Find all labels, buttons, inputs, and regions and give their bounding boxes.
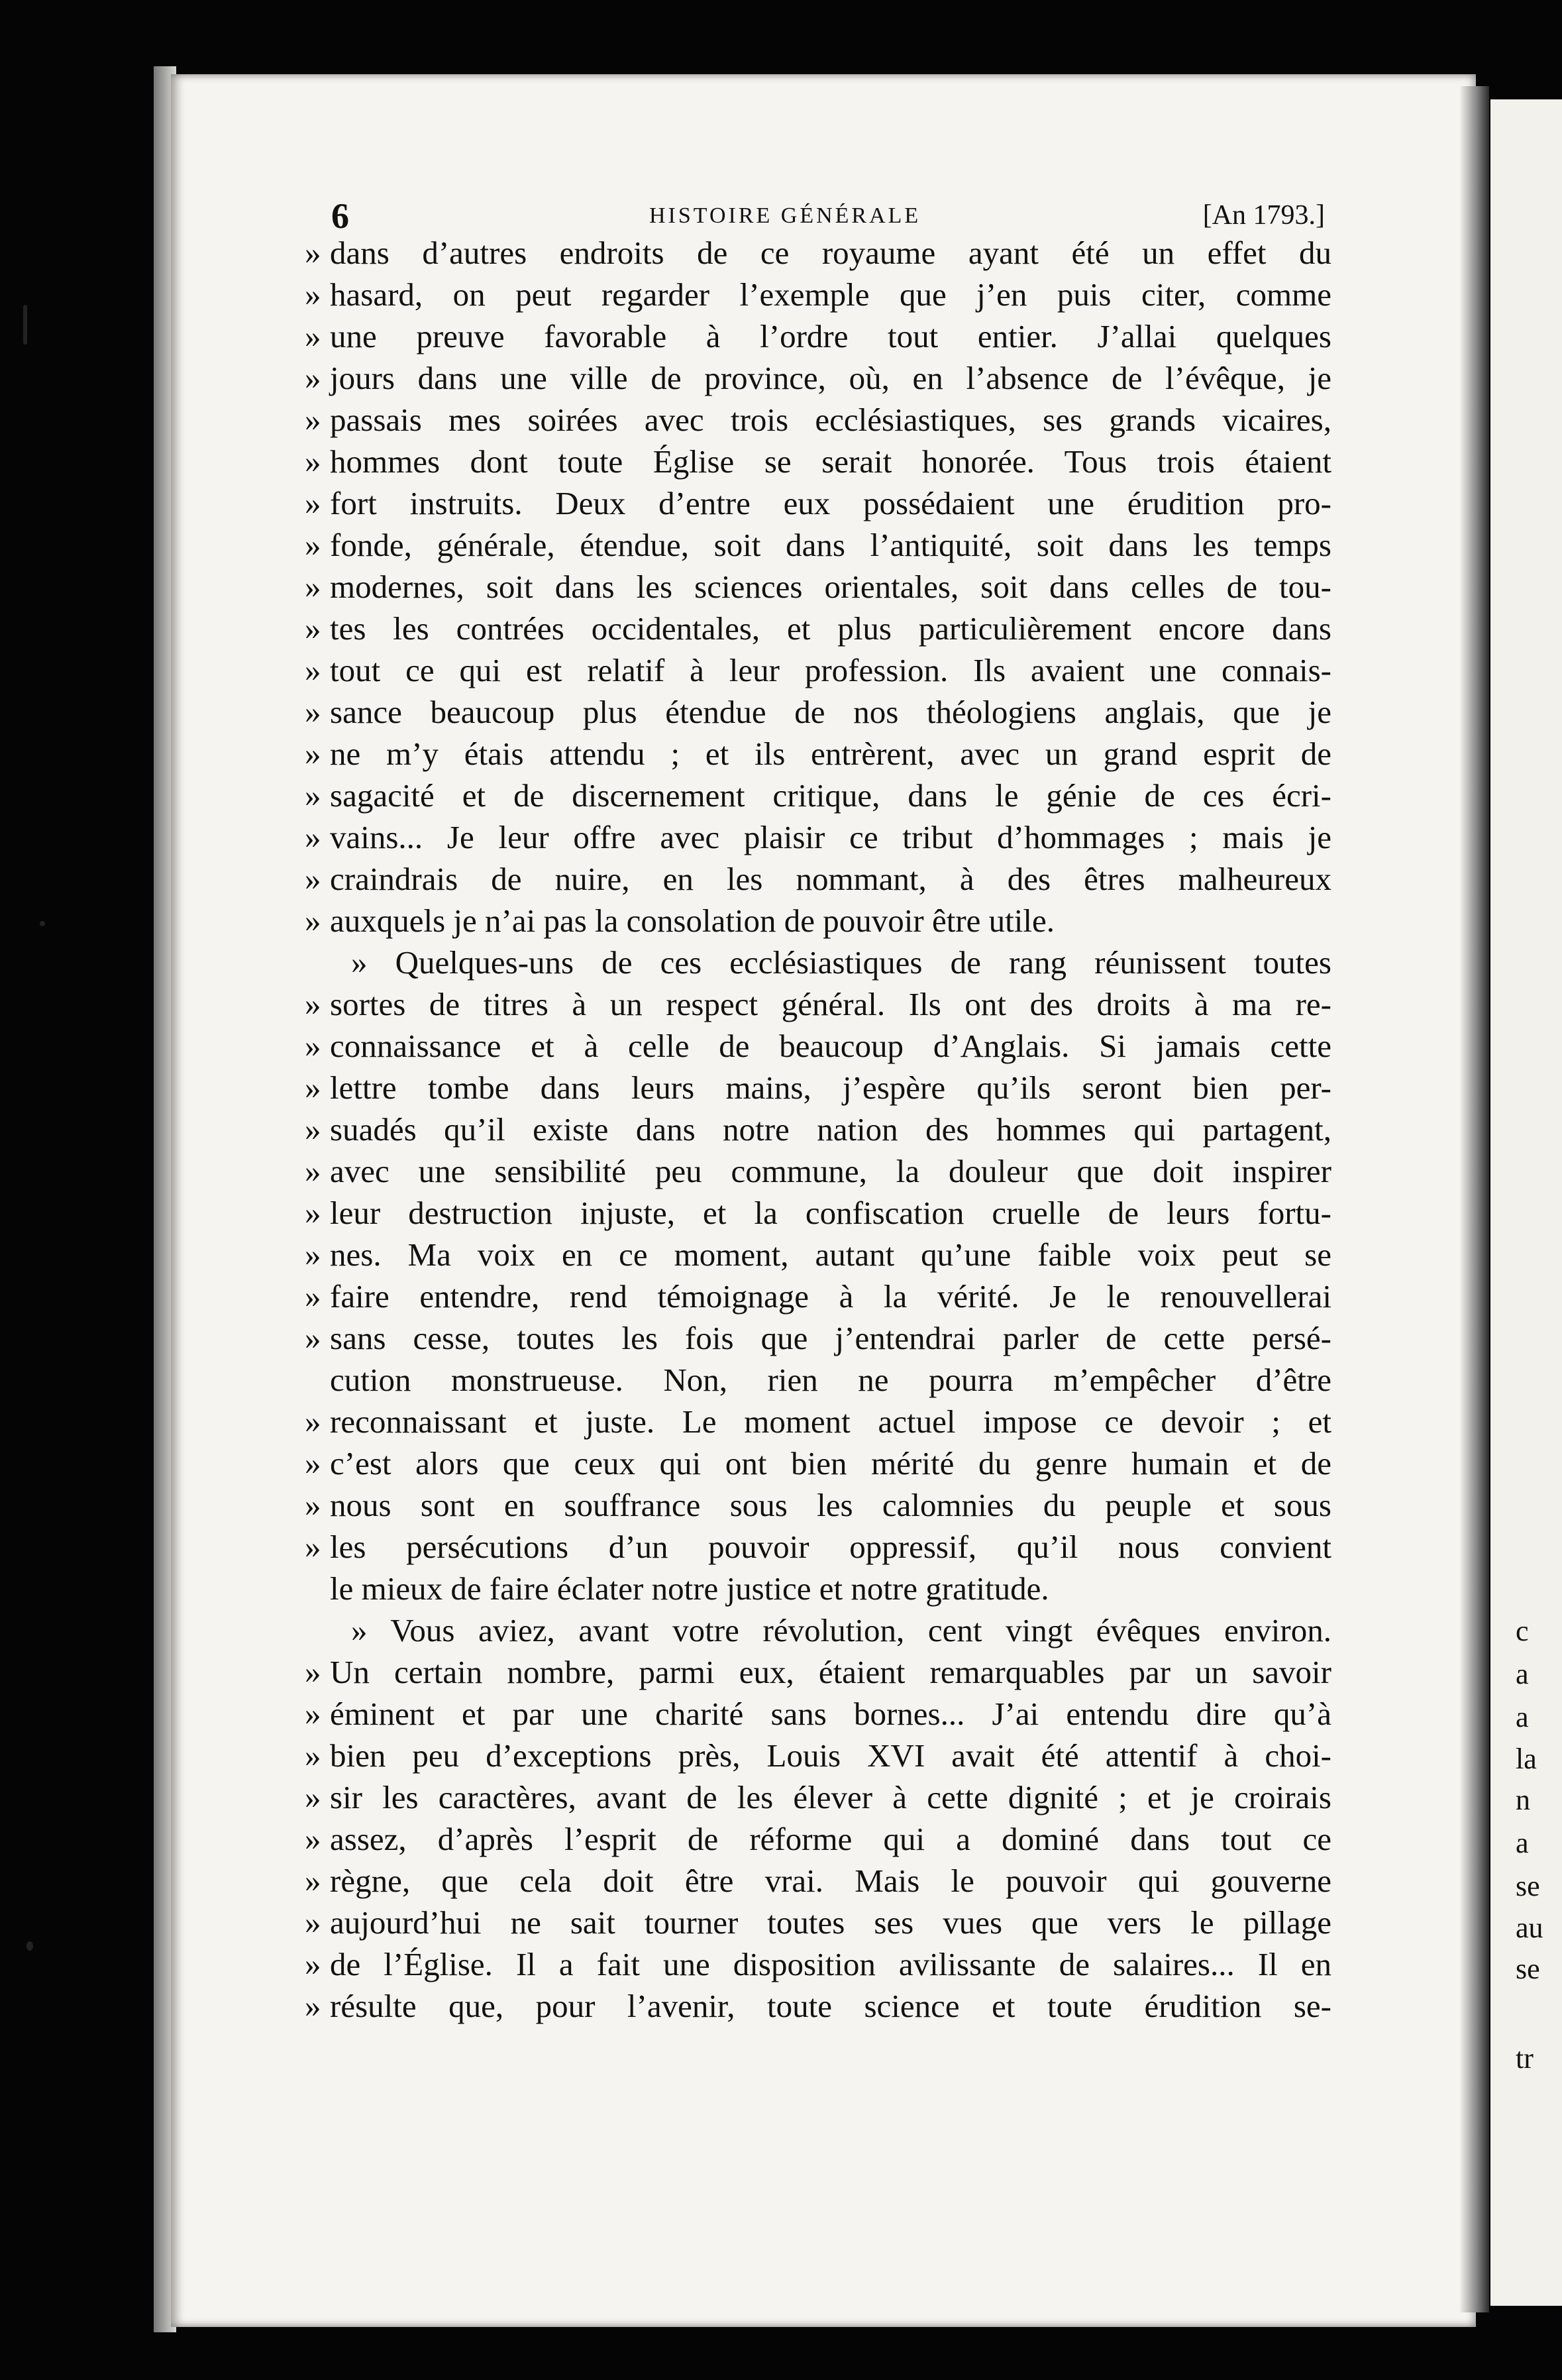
text-line: [305, 1651, 1331, 1693]
text-line: [305, 1943, 1331, 1985]
text-line: [305, 1818, 1331, 1860]
text-line: [305, 1568, 1331, 1609]
quote-guillemet: »: [305, 1195, 321, 1231]
text-line: [305, 1526, 1331, 1568]
adjacent-page-fragment: a: [1516, 1827, 1529, 1859]
line-text: les persécutions d’un pouvoir oppressif, qu’il nous convient: [330, 1529, 1331, 1565]
text-line: [305, 1192, 1331, 1234]
line-text: sagacité et de discernement critique, dans le génie de ces écri-: [330, 777, 1331, 814]
adjacent-page-strip: [1490, 99, 1562, 2306]
quote-guillemet: »: [305, 1153, 321, 1189]
quote-guillemet: »: [305, 527, 321, 563]
quote-guillemet: »: [305, 485, 321, 521]
line-text: sans cesse, toutes les fois que j’entendrai parler de cette persé-: [330, 1320, 1331, 1356]
adjacent-page-fragment: se: [1516, 1870, 1540, 1902]
line-text: fort instruits. Deux d’entre eux possédaient une érudition pro-: [330, 485, 1331, 521]
scan-speck: [40, 921, 45, 926]
line-text: sortes de titres à un respect général. Ils ont des droits à ma re-: [330, 986, 1331, 1022]
adjacent-page-fragment: tr: [1516, 2042, 1534, 2075]
line-text: auxquels je n’ai pas la consolation de pouvoir être utile.: [330, 902, 1055, 939]
quote-guillemet: »: [305, 360, 321, 396]
quote-guillemet: »: [305, 1654, 321, 1690]
text-line: [305, 1109, 1331, 1150]
text-line: [305, 232, 1331, 274]
line-text: suadés qu’il existe dans notre nation des hommes qui partagent,: [330, 1111, 1331, 1148]
quote-guillemet: »: [305, 986, 321, 1022]
text-line: [305, 608, 1331, 649]
text-line: [305, 274, 1331, 315]
line-text: nes. Ma voix en ce moment, autant qu’une faible voix peut se: [330, 1236, 1331, 1273]
line-text: modernes, soit dans les sciences orientales, soit dans celles de tou-: [330, 568, 1331, 605]
quote-guillemet: »: [305, 1988, 321, 2024]
line-text: leur destruction injuste, et la confiscation cruelle de leurs fortu-: [330, 1195, 1331, 1231]
quote-guillemet: »: [305, 318, 321, 354]
line-text: règne, que cela doit être vrai. Mais le pouvoir qui gouverne: [330, 1863, 1331, 1899]
text-line: [305, 1442, 1331, 1484]
text-line: [305, 482, 1331, 524]
adjacent-page-fragment: a: [1516, 1658, 1529, 1690]
text-line: [305, 566, 1331, 608]
quote-guillemet: »: [305, 1320, 321, 1356]
line-text: hommes dont toute Église se serait honorée. Tous trois étaient: [330, 443, 1331, 480]
line-text: nous sont en souffrance sous les calomnies du peuple et sous: [330, 1487, 1331, 1523]
text-line: [305, 900, 1331, 942]
line-text: de l’Église. Il a fait une disposition avilissante de salaires... Il en: [330, 1946, 1331, 1982]
text-line: [305, 1693, 1331, 1735]
line-text: faire entendre, rend témoignage à la vérité. Je le renouvellerai: [330, 1278, 1331, 1315]
quote-guillemet: »: [305, 1069, 321, 1106]
quote-guillemet: »: [305, 652, 321, 688]
line-text: Un certain nombre, parmi eux, étaient remarquables par un savoir: [330, 1654, 1331, 1690]
line-text: sir les caractères, avant de les élever à cette dignité ; et je croirais: [330, 1779, 1331, 1815]
line-text: résulte que, pour l’avenir, toute science et toute érudition se-: [330, 1988, 1331, 2024]
line-text: connaissance et à celle de beaucoup d’Anglais. Si jamais cette: [330, 1028, 1331, 1064]
quote-guillemet: »: [305, 1821, 321, 1857]
line-text: le mieux de faire éclater notre justice et notre gratitude.: [330, 1570, 1049, 1607]
quote-guillemet: »: [305, 1529, 321, 1565]
quote-guillemet: »: [305, 694, 321, 730]
line-text: dans d’autres endroits de ce royaume ayant été un effet du: [330, 235, 1331, 271]
quote-guillemet: »: [305, 1111, 321, 1148]
line-text: hasard, on peut regarder l’exemple que j’en puis citer, comme: [330, 276, 1331, 313]
quote-guillemet: »: [305, 1737, 321, 1774]
text-line: [305, 1067, 1331, 1109]
text-line: [305, 733, 1331, 775]
quote-guillemet: »: [305, 1403, 321, 1440]
text-line: [305, 858, 1331, 900]
quote-guillemet: »: [305, 568, 321, 605]
text-line: [305, 1275, 1331, 1317]
text-line: [305, 1735, 1331, 1776]
line-text: tes les contrées occidentales, et plus particulièrement encore dans: [330, 610, 1331, 647]
text-line: [305, 315, 1331, 357]
line-text: avec une sensibilité peu commune, la douleur que doit inspirer: [330, 1153, 1331, 1189]
quote-guillemet: »: [305, 1863, 321, 1899]
text-line: [305, 1484, 1331, 1526]
page-number: 6: [331, 196, 349, 236]
adjacent-page-fragment: la: [1516, 1743, 1537, 1775]
text-line: [305, 524, 1331, 566]
line-text: jours dans une ville de province, où, en l’absence de l’évêque, je: [330, 360, 1331, 396]
quote-guillemet: »: [305, 777, 321, 814]
adjacent-page-fragment: a: [1516, 1701, 1529, 1733]
quote-guillemet: »: [305, 1278, 321, 1315]
quote-guillemet: »: [305, 1946, 321, 1982]
adjacent-page-fragment: n: [1516, 1784, 1530, 1816]
text-line: [305, 1025, 1331, 1067]
line-text: lettre tombe dans leurs mains, j’espère qu’ils seront bien per-: [330, 1069, 1331, 1106]
line-text: cution monstrueuse. Non, rien ne pourra m’empêcher d’être: [330, 1362, 1331, 1398]
line-text: craindrais de nuire, en les nommant, à des êtres malheureux: [330, 861, 1331, 897]
quote-guillemet: »: [305, 402, 321, 438]
text-line: [305, 1902, 1331, 1943]
line-text: aujourd’hui ne sait tourner toutes ses vues que vers le pillage: [330, 1904, 1331, 1941]
quote-guillemet: »: [305, 235, 321, 271]
line-text: bien peu d’exceptions près, Louis XVI avait été attentif à choi-: [330, 1737, 1331, 1774]
running-year: [An 1793.]: [1202, 200, 1325, 231]
running-header: [331, 195, 1325, 235]
quote-guillemet: »: [305, 1028, 321, 1064]
text-line: [305, 691, 1331, 733]
text-line: [305, 1234, 1331, 1275]
text-line: [305, 399, 1331, 441]
quote-guillemet: »: [305, 902, 321, 939]
text-line: [305, 816, 1331, 858]
adjacent-page-fragment: au: [1516, 1912, 1543, 1944]
quote-guillemet: »: [305, 819, 321, 855]
text-line: [305, 1317, 1331, 1359]
line-text: reconnaissant et juste. Le moment actuel impose ce devoir ; et: [330, 1403, 1331, 1440]
line-text: fonde, générale, étendue, soit dans l’antiquité, soit dans les temps: [330, 527, 1331, 563]
quote-guillemet: »: [305, 1487, 321, 1523]
text-line: [305, 1776, 1331, 1818]
body-text: [305, 232, 1331, 2027]
line-text: c’est alors que ceux qui ont bien mérité du genre humain et de: [330, 1445, 1331, 1482]
quote-guillemet: »: [305, 610, 321, 647]
quote-guillemet: »: [305, 1904, 321, 1941]
quote-guillemet: »: [305, 1236, 321, 1273]
line-text: » Quelques-uns de ces ecclésiastiques de rang réunissent toutes: [351, 944, 1331, 981]
text-line: [305, 1860, 1331, 1902]
scan-speck: [23, 305, 27, 345]
quote-guillemet: »: [305, 1779, 321, 1815]
adjacent-page-fragment: c: [1516, 1615, 1529, 1647]
text-line: [305, 942, 1331, 983]
adjacent-page-fragment: se: [1516, 1953, 1540, 1985]
text-line: [305, 649, 1331, 691]
text-line: [305, 357, 1331, 399]
quote-guillemet: »: [305, 443, 321, 480]
text-line: [305, 983, 1331, 1025]
quote-guillemet: »: [305, 1696, 321, 1732]
page-fore-edge: [1460, 86, 1489, 2312]
line-text: assez, d’après l’esprit de réforme qui a dominé dans tout ce: [330, 1821, 1331, 1857]
line-text: » Vous aviez, avant votre révolution, cent vingt évêques environ.: [351, 1612, 1331, 1649]
scan-speck: [26, 1941, 33, 1951]
text-line: [305, 1150, 1331, 1192]
quote-guillemet: »: [305, 1445, 321, 1482]
line-text: passais mes soirées avec trois ecclésiastiques, ses grands vicaires,: [330, 402, 1331, 438]
text-line: [305, 1359, 1331, 1401]
line-text: vains... Je leur offre avec plaisir ce tribut d’hommages ; mais je: [330, 819, 1331, 855]
quote-guillemet: »: [305, 276, 321, 313]
text-line: [305, 1985, 1331, 2027]
text-line: [305, 1401, 1331, 1442]
line-text: sance beaucoup plus étendue de nos théologiens anglais, que je: [330, 694, 1331, 730]
text-line: [305, 775, 1331, 816]
line-text: tout ce qui est relatif à leur profession. Ils avaient une connais-: [330, 652, 1331, 688]
quote-guillemet: »: [305, 735, 321, 772]
quote-guillemet: »: [305, 861, 321, 897]
line-text: ne m’y étais attendu ; et ils entrèrent, avec un grand esprit de: [330, 735, 1331, 772]
text-line: [305, 441, 1331, 482]
running-title: HISTOIRE GÉNÉRALE: [649, 203, 921, 228]
text-line: [305, 1609, 1331, 1651]
line-text: éminent et par une charité sans bornes... J’ai entendu dire qu’à: [330, 1696, 1331, 1732]
line-text: une preuve favorable à l’ordre tout entier. J’allai quelques: [330, 318, 1331, 354]
